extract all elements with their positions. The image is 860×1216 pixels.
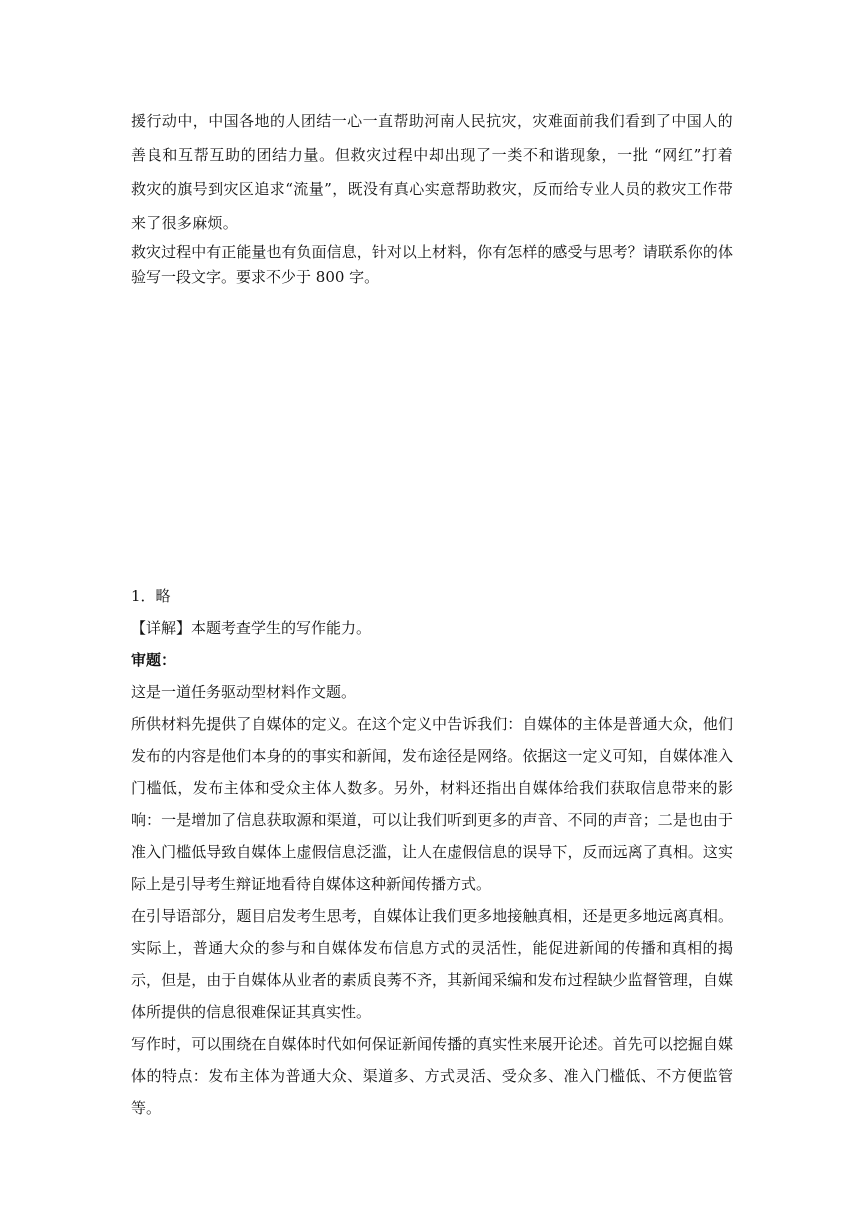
material-passage	[131, 104, 733, 240]
analysis-paragraph: 这是一道任务驱动型材料作文题。	[131, 683, 357, 701]
analysis-paragraph: 在引导语部分，题目启发考生思考，自媒体让我们更多地接触真相，还是更多地远离真相。实际上，普通大众的参与和自媒体发布信息方式的灵活性，能促进新闻的传播和真相的揭示，但是，由于自媒体从业者的素质良莠不齐，其新闻采编和发布过程缺少监督管理，自媒体所提供的信息很难保证其真实性。	[131, 907, 733, 1021]
answer-section	[131, 580, 733, 1124]
question-number: 1．略	[131, 587, 171, 605]
analysis-paragraph: 所供材料先提供了自媒体的定义。在这个定义中告诉我们：自媒体的主体是普通大众，他们发布的内容是他们本身的的事实和新闻，发布途径是网络。依据这一定义可知，自媒体准入门槛低，发布主体和受众主体人数多。另外，材料还指出自媒体给我们获取信息带来的影响：一是增加了信息获取源和渠道，可以让我们听到更多的声音、不同的声音；二是也由于准入门槛低导致自媒体上虚假信息泛滥，让人在虚假信息的误导下，反而远离了真相。这实际上是引导考生辩证地看待自媒体这种新闻传播方式。	[131, 715, 733, 893]
prompt-text: 救灾过程中有正能量也有负面信息，针对以上材料，你有怎样的感受与思考？请联系你的体验写一段文字。要求不少于 800 字。	[131, 243, 733, 286]
detail-line: 【详解】本题考查学生的写作能力。	[131, 619, 372, 637]
writing-prompt	[131, 240, 733, 290]
analysis-paragraph: 写作时，可以围绕在自媒体时代如何保证新闻传播的真实性来展开论述。首先可以挖掘自媒体的特点：发布主体为普通大众、渠道多、方式灵活、受众多、准入门槛低、不方便监管等。	[131, 1035, 733, 1117]
analysis-heading: 审题：	[131, 651, 177, 669]
material-text: 援行动中，中国各地的人团结一心一直帮助河南人民抗灾，灾难面前我们看到了中国人的善良和互帮互助的团结力量。但救灾过程中却出现了一类不和谐现象，一批 “网红”打着救灾的旗号到灾区追求“流量”，既没有真心实意帮助救灾，反而给专业人员的救灾工作带来了很多麻烦。	[131, 112, 733, 232]
